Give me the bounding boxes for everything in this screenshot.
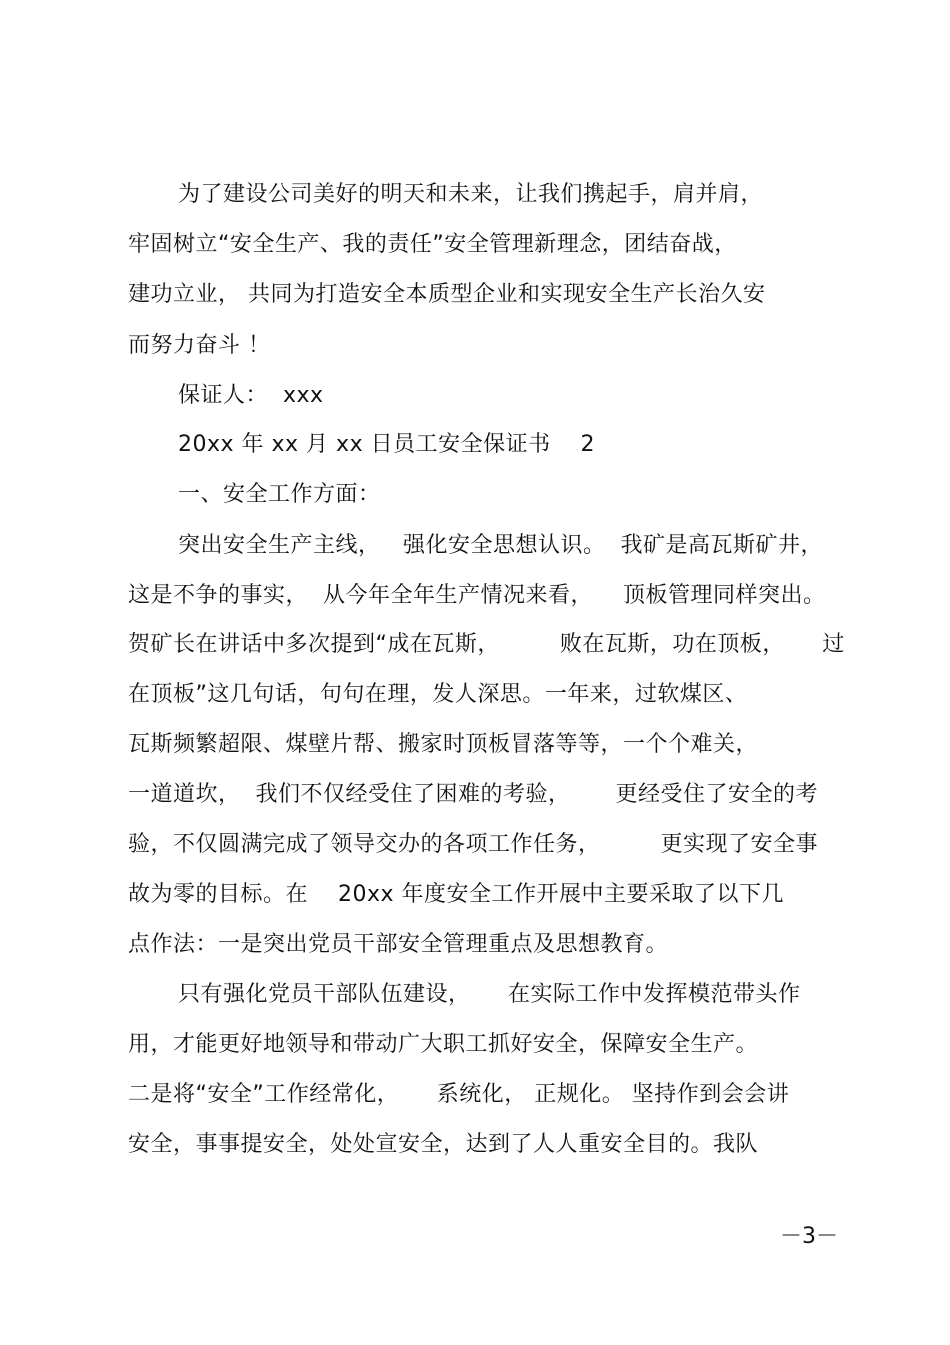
text-line: 为了建设公司美好的明天和未来，让我们携起手，肩并肩， <box>178 182 764 207</box>
text-line: 验，不仅圆满完成了领导交办的各项工作任务， 更实现了安全事 <box>128 832 818 857</box>
text-line: 二是将“安全”工作经常化， 系统化， 正规化。 坚持作到会会讲 <box>128 1082 790 1107</box>
text-line: 一道道坎， 我们不仅经受住了困难的考验， 更经受住了安全的考 <box>128 782 818 807</box>
signer-line: 保证人： xxx <box>178 383 324 408</box>
text-line: 点作法：一是突出党员干部安全管理重点及思想教育。 <box>128 932 669 957</box>
page-number: －3－ <box>780 1224 838 1249</box>
text-line: 突出安全生产主线， 强化安全思想认识。 我矿是高瓦斯矿井， <box>178 533 823 558</box>
section-heading: 一、安全工作方面： <box>178 482 381 507</box>
text-line: 瓦斯频繁超限、煤壁片帮、搬家时顶板冒落等等，一个个难关， <box>128 732 759 757</box>
text-line: 这是不争的事实， 从今年全年生产情况来看， 顶板管理同样突出。 <box>128 583 826 608</box>
text-line: 牢固树立“安全生产、我的责任”安全管理新理念，团结奋战， <box>128 232 737 257</box>
text-line: 贺矿长在讲话中多次提到“成在瓦斯， 败在瓦斯，功在顶板， 过 <box>128 632 845 657</box>
text-line: 建功立业， 共同为打造安全本质型企业和实现安全生产长治久安 <box>128 282 766 307</box>
text-line: 在顶板”这几句话，句句在理，发人深思。一年来，过软煤区、 <box>128 682 748 707</box>
text-line: 用，才能更好地领导和带动广大职工抓好安全，保障安全生产。 <box>128 1032 759 1057</box>
text-line: 只有强化党员干部队伍建设， 在实际工作中发挥模范带头作 <box>178 982 801 1007</box>
text-line: 而努力奋斗 ！ <box>128 333 271 358</box>
date-title-line: 20xx 年 xx 月 xx 日员工安全保证书 2 <box>178 432 596 457</box>
text-line: 安全，事事提安全，处处宣安全，达到了人人重安全目的。我队 <box>128 1132 759 1157</box>
text-line: 故为零的目标。在 20xx 年度安全工作开展中主要采取了以下几 <box>128 882 785 907</box>
